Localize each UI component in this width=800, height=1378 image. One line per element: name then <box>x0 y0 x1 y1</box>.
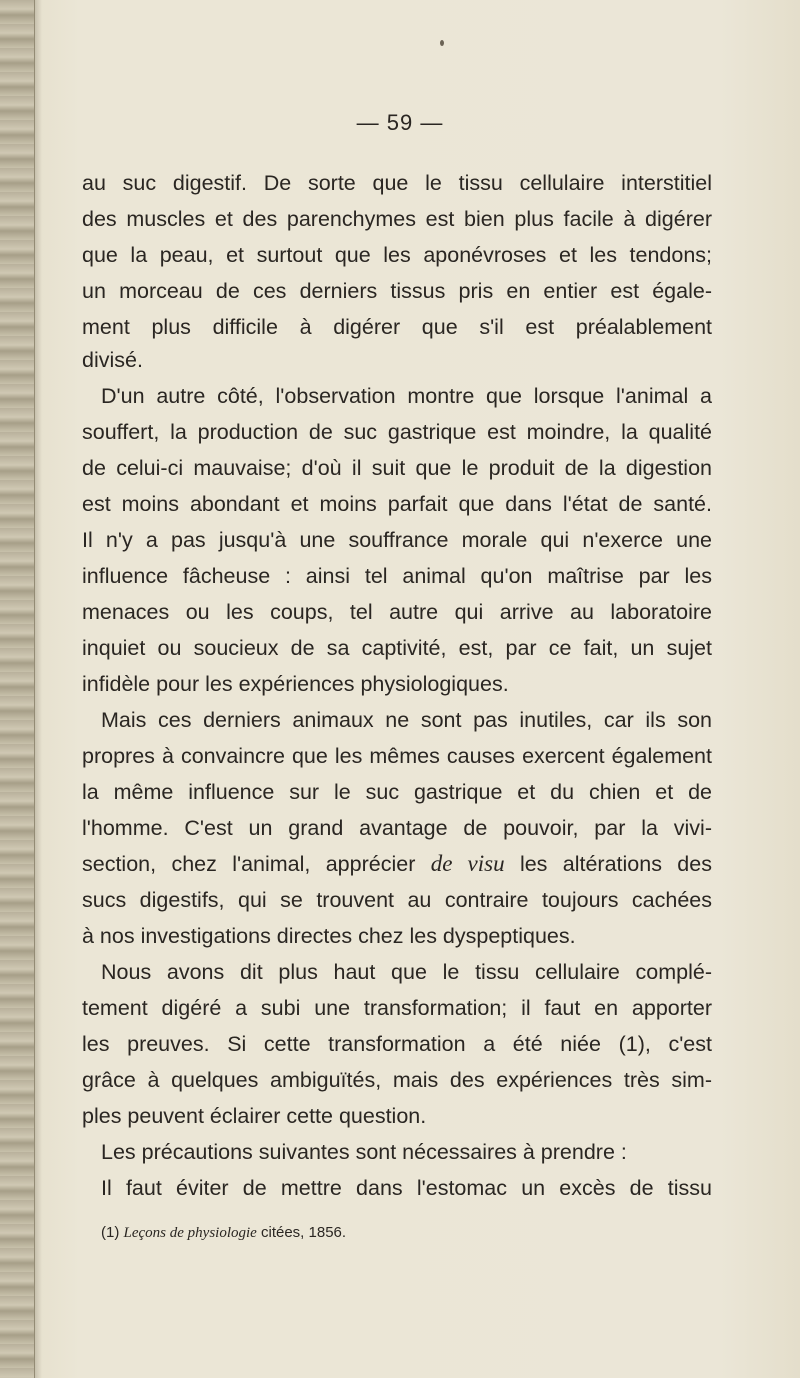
text-line: menaces ou les coups, tel autre qui arrive au laboratoire <box>82 600 712 624</box>
text-line: divisé. <box>82 348 143 372</box>
text-line: que la peau, et surtout que les aponévroses et les tendons; <box>82 243 712 267</box>
italic-phrase: de visu <box>430 851 505 876</box>
text-line: ment plus difficile à digérer que s'il est préalablement <box>82 315 712 339</box>
ink-speck <box>440 40 444 46</box>
text-segment: section, chez l'animal, apprécier <box>82 852 416 876</box>
footnote-title: Leçons de physiologie <box>123 1225 257 1241</box>
text-line: les preuves. Si cette transformation a été niée (1), c'est <box>82 1032 712 1056</box>
text-line: Il n'y a pas jusqu'à une souffrance morale qui n'exerce une <box>82 528 712 552</box>
text-line: Il faut éviter de mettre dans l'estomac un excès de tissu <box>101 1176 712 1200</box>
text-line: infidèle pour les expériences physiologiques. <box>82 672 509 696</box>
text-line: l'homme. C'est un grand avantage de pouvoir, par la vivi- <box>82 816 712 840</box>
text-line: Les précautions suivantes sont nécessaires à prendre : <box>101 1140 627 1164</box>
text-line: Mais ces derniers animaux ne sont pas inutiles, car ils son <box>101 708 712 732</box>
text-line: inquiet ou soucieux de sa captivité, est, par ce fait, un sujet <box>82 636 712 660</box>
page-number: — 59 — <box>356 110 444 135</box>
page-binding <box>0 0 35 1378</box>
text-line: tement digéré a subi une transformation; il faut en apporter <box>82 996 712 1020</box>
text-line: propres à convaincre que les mêmes causes exercent également <box>82 744 712 768</box>
text-segment: les altérations des <box>519 852 712 876</box>
text-line: est moins abondant et moins parfait que dans l'état de santé. <box>82 492 712 516</box>
text-line: des muscles et des parenchymes est bien plus facile à digérer <box>82 207 712 231</box>
footnote <box>101 1224 346 1242</box>
text-line: sucs digestifs, qui se trouvent au contraire toujours cachées <box>82 888 712 912</box>
text-line: grâce à quelques ambiguïtés, mais des expériences très sim- <box>82 1068 712 1092</box>
text-line: la même influence sur le suc gastrique et du chien et de <box>82 780 712 804</box>
text-line: ples peuvent éclairer cette question. <box>82 1104 427 1128</box>
binding-shadow <box>34 0 42 1378</box>
text-line: Nous avons dit plus haut que le tissu cellulaire complé- <box>101 960 712 984</box>
text-line: au suc digestif. De sorte que le tissu cellulaire interstitiel <box>82 171 712 195</box>
text-line: influence fâcheuse : ainsi tel animal qu'on maîtrise par les <box>82 564 712 588</box>
footnote-marker: (1) <box>101 1224 120 1241</box>
text-line: de celui-ci mauvaise; d'où il suit que le produit de la digestion <box>82 456 712 480</box>
footnote-citation: citées, 1856. <box>261 1224 347 1241</box>
text-line: souffert, la production de suc gastrique est moindre, la qualité <box>82 420 712 444</box>
text-line-with-italic <box>82 849 712 879</box>
text-line: un morceau de ces derniers tissus pris en entier est égale- <box>82 279 712 303</box>
text-line: D'un autre côté, l'observation montre que lorsque l'animal a <box>101 384 712 408</box>
text-line: à nos investigations directes chez les dyspeptiques. <box>82 924 576 948</box>
